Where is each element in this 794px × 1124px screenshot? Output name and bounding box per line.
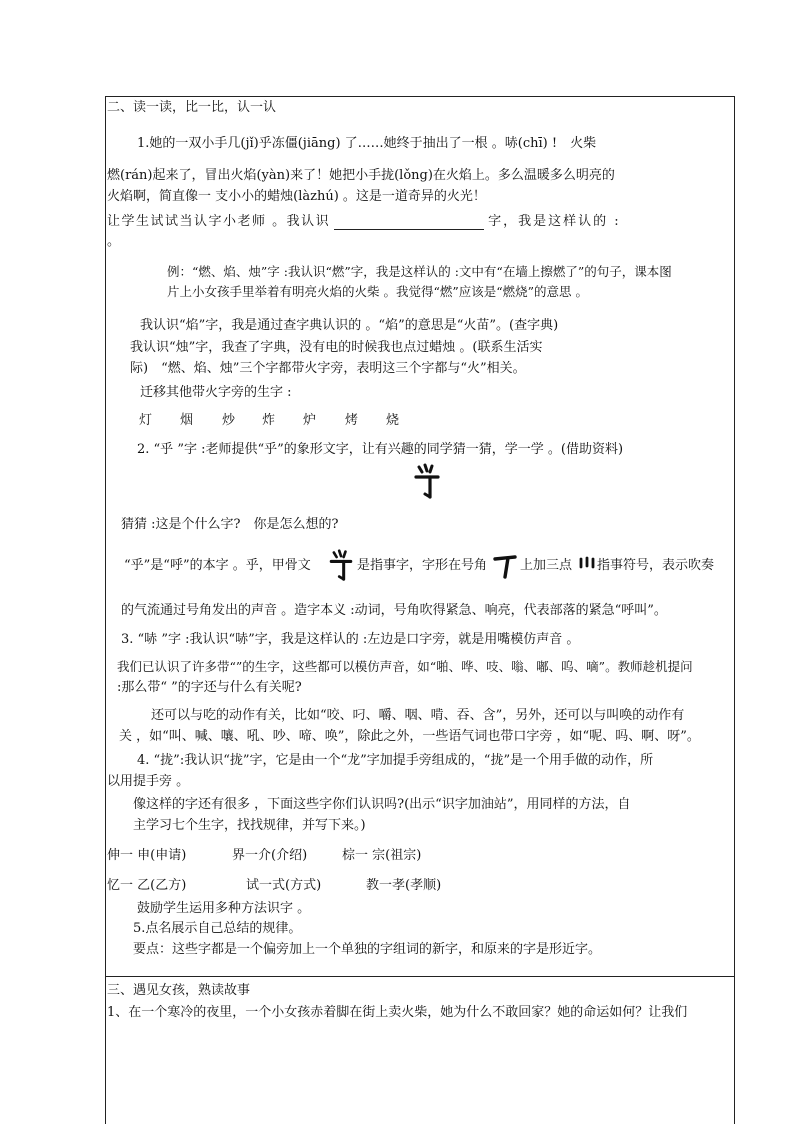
pair-5: 试一式(方式) [246,878,322,893]
guess-question: 猜猜 :这是个什么字? 你是怎么想的? [121,517,339,532]
teacher-prompt [107,214,731,230]
oracle-c: 上加三点 [520,558,573,573]
paragraph-1-line-1: 1.她的一双小手几(jǐ)乎冻僵(jiāng) 了……她终于抽出了一根 。哧(chī) ! 火柴 [137,136,597,151]
kou-line-1: 我们已认识了许多带“”的生字，这些都可以模仿声音，如“啪、哗、吱、嗡、嘟、呜、嘀”。教师趁机提问 [117,659,693,674]
yan-line: 我认识“焰”字，我是通过查字典认识的 。“焰”的意思是“火苗”。(查字典) [140,318,559,333]
oracle-d: 指事符号，表示吹奏 [597,558,715,573]
zhu-line-1: 我认识“烛”字，我查了字典，没有电的时候我也点过蜡烛 。(联系生活实 [130,340,543,355]
pair-2: 界一介(介绍) [232,848,308,863]
fire-char-7: 烧 [386,413,400,428]
key-point: 要点：这些字都是一个偏旁加上一个单独的字组词的新字，和原来的字是形近字。 [133,942,602,957]
eat-line-1: 还可以与吃的动作有关，比如“咬、叼、嚼、咽、啃、吞、含”，另外，还可以与叫唤的动作有 [151,708,685,723]
fire-char-5: 炉 [303,413,317,428]
more-line-1: 像这样的字还有很多 ，下面这些字你们认识吗?(出示“识字加油站”，用同样的方法，自 [133,797,631,812]
teacher-prompt-b: 字，我是这样认的 : [488,214,621,229]
long-line-1: 4. “拢”:我认识“拢”字，它是由一个“龙”字加提手旁组成的，“拢”是一个用手做的动作，所 [137,753,654,768]
pair-3: 棕一 宗(祖宗) [342,848,422,863]
three-dots-glyph [578,556,596,570]
airflow-line: 的气流通过号角发出的声音 。造字本义 :动词，号角吹得紧急、响亮，代表部落的紧急“呼叫”。 [121,603,667,618]
example-line-1: 例：“燃、焰、烛”字 :我认识“燃”字，我是这样认的 :文中有“在墙上擦燃了”的句子，课本图 [167,264,672,279]
pair-1: 伸一 申(申请) [107,848,187,863]
hu-intro: 2. “乎 ”字 :老师提供“乎”的象形文字，让有兴趣的同学猜一猜，学一学 。(借助资料) [137,442,624,457]
oracle-hu-glyph [413,463,441,499]
transfer-prompt: 迁移其他带火字旁的生字 : [140,385,292,400]
zhu-line-2: 际) “燃、焰、烛”三个字都带火字旁，表明这三个字都与“火”相关。 [130,361,526,376]
step-5: 5.点名展示自己总结的规律。 [133,921,302,936]
fire-char-3: 炒 [222,413,236,428]
horn-glyph [493,553,517,579]
fire-char-2: 烟 [180,413,194,428]
fire-char-1: 灯 [139,413,153,428]
fire-char-6: 烤 [345,413,359,428]
chi-line: 3. “哧 ”字 :我认识“哧”字，我是这样认的 :左边是口字旁，就是用嘴模仿声音 。 [121,632,580,647]
oracle-hu-inline-glyph [328,549,354,581]
more-line-2: 主学习七个生字，找找规律，并写下来。) [133,818,366,833]
paragraph-1-line-2: 燃(rán)起来了，冒出火焰(yàn)来了！她把小手拢(lǒng)在火焰上。多么温暖多么明亮的 [107,168,615,183]
long-line-2: 以用提手旁 。 [107,774,190,789]
teacher-prompt-a: 让学生试试当认字小老师 。我认识 [107,214,331,229]
encourage-line: 鼓励学生运用多种方法识字 。 [137,901,311,916]
section-3-title: 三、遇见女孩，熟读故事 [107,983,251,998]
paragraph-1-line-3: 火焰啊，简直像一 支小小的蜡烛(làzhú) 。这是一道奇异的火光！ [107,189,486,204]
oracle-a: “乎”是“呼”的本字 。乎，甲骨文 [124,558,311,573]
pair-4: 忆一 乙(乙方) [107,878,187,893]
teacher-prompt-end: 。 [107,234,121,249]
fire-char-4: 炸 [262,413,276,428]
kou-line-2: :那么带“ ”的字还与什么有关呢? [117,680,302,695]
pair-6: 教一孝(孝顺) [366,878,442,893]
example-line-2: 片上小女孩手里举着有明亮火焰的火柴 。我觉得“燃”应该是“燃烧”的意思 。 [167,284,589,299]
section-2-title: 二、读一读，比一比，认一认 [107,100,277,115]
section-3-line-1: 1、在一个寒冷的夜里，一个小女孩赤着脚在街上卖火柴，她为什么不敢回家？她的命运如何？让我们 [107,1005,688,1020]
answer-blank[interactable] [334,217,484,230]
oracle-b: 是指事字，字形在号角 [357,558,488,573]
eat-line-2: 关 ，如“叫、喊、嚷、吼、吵、啼、唤”，除此之外，一些语气词也带口字旁 ，如“呢、吗、啊、呀”。 [119,729,700,744]
table-divider [105,976,734,977]
